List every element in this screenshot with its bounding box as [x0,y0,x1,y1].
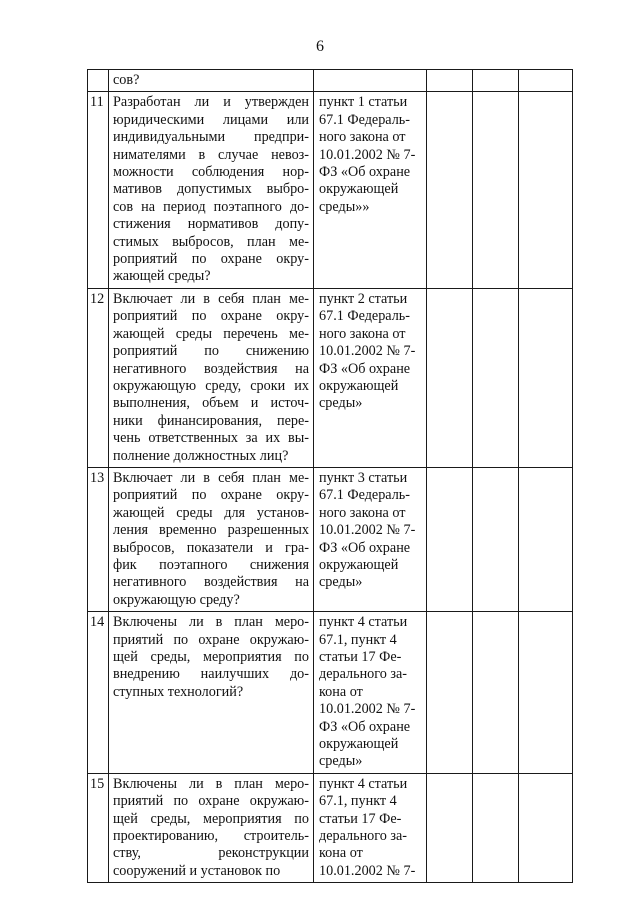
legal-reference-line: ного закона от [319,129,406,146]
question-text-line: негативного воздействия на [113,574,309,591]
legal-reference-line: дерального за- [319,828,407,845]
legal-reference-line: 10.01.2002 № 7- [319,522,416,539]
legal-reference-line: среды»» [319,198,370,215]
question-text-line: Включает ли в себя план ме- [113,469,309,486]
question-text-line: мативов допустимых выбро- [113,181,309,198]
table-row [88,288,573,467]
legal-reference-line: пункт 4 статьи [319,614,408,631]
table-row [88,612,573,774]
table-row [88,773,573,882]
row-number-cell [88,288,109,467]
legal-reference-line: окружающей [319,556,399,573]
legal-reference-cell [314,70,427,92]
answer-yes-cell [427,92,473,288]
question-text-line: чень ответственных за их вы- [113,430,309,447]
legal-reference-line: 67.1, пункт 4 [319,793,397,810]
legal-reference-line: ного закона от [319,325,406,342]
row-number: 13 [90,469,105,486]
question-text-line: фик поэтапного снижения [113,556,309,573]
answer-no-cell [473,70,519,92]
table-row [88,70,573,92]
legal-reference-line: 67.1, пункт 4 [319,631,397,648]
legal-reference-line: 67.1 Федераль- [319,111,410,128]
question-text-line: юридическими лицами или [113,111,309,128]
legal-reference-line: кона от [319,683,363,700]
question-text-line: щей среды, мероприятия по [113,810,309,827]
legal-reference-line: окружающей [319,377,399,394]
row-number: 14 [90,614,105,631]
legal-reference-line: окружающей [319,181,399,198]
legal-reference-line: среды» [319,753,363,770]
question-text-line: приятий по охране окружаю- [113,793,309,810]
row-number-cell [88,773,109,882]
legal-reference-line: 10.01.2002 № 7- [319,862,416,879]
question-text-line: Включены ли в план меро- [113,614,309,631]
question-text-line: приятий по охране окружаю- [113,631,309,648]
answer-na-cell [519,467,573,611]
answer-na-cell [519,773,573,882]
legal-reference-line: ФЗ «Об охране [319,539,411,556]
question-text-line: внедрению наилучших до- [113,666,309,683]
legal-reference-cell [314,288,427,467]
question-text-line: стимых выбросов, план ме- [113,233,309,250]
question-text-line: ступных технологий? [113,683,244,700]
legal-reference-line: 67.1 Федераль- [319,487,410,504]
question-text-line: щей среды, мероприятия по [113,649,309,665]
question-text-line: жающей среды? [113,268,211,285]
question-text-line: роприятий по охране окру- [113,308,309,325]
legal-reference-line: ФЗ «Об охране [319,718,411,735]
question-text-line: окружающую среду? [113,591,240,608]
answer-na-cell [519,92,573,288]
legal-reference-line: 10.01.2002 № 7- [319,701,416,718]
legal-reference-line: пункт 4 статьи [319,775,408,792]
question-text-line: ству, реконструкции [113,845,309,862]
question-text-line: жающей среды перечень ме- [113,325,309,342]
page-number: 6 [316,38,324,55]
row-number: 12 [90,290,105,307]
legal-reference-line: пункт 3 статьи [319,469,408,486]
legal-reference-line: статьи 17 Фе- [319,649,402,665]
legal-reference-line: кона от [319,845,363,862]
answer-no-cell [473,92,519,288]
legal-reference-line: ного закона от [319,504,406,521]
row-number-cell [88,92,109,288]
question-text-line: сооружений и установок по [113,862,281,879]
legal-reference-line: дерального за- [319,666,407,683]
row-number-cell [88,467,109,611]
answer-yes-cell [427,467,473,611]
question-text-line: Включает ли в себя план ме- [113,290,309,307]
legal-reference-line: 10.01.2002 № 7- [319,343,416,360]
question-text-line: выполнения, объем и источ- [113,395,309,412]
question-cell [109,92,314,288]
legal-reference-line: пункт 1 статьи [319,94,408,111]
legal-reference-line: ФЗ «Об охране [319,360,411,377]
table-row [88,467,573,611]
question-text-line: нимателями в случае невоз- [113,146,309,163]
question-cell [109,467,314,611]
legal-reference-cell [314,612,427,774]
answer-yes-cell [427,70,473,92]
question-cell [109,612,314,774]
answer-na-cell [519,288,573,467]
legal-reference-cell [314,773,427,882]
legal-reference-line: 67.1 Федераль- [319,308,410,325]
question-cell [109,70,314,92]
question-text-line: индивидуальными предпри- [113,129,309,146]
legal-reference-line: пункт 2 статьи [319,290,408,307]
question-text-line: окружающую среду, сроки их [113,377,309,394]
row-number-cell [88,612,109,774]
question-cell [109,773,314,882]
legal-reference-line: ФЗ «Об охране [319,164,411,181]
answer-no-cell [473,288,519,467]
legal-reference-line: среды» [319,574,363,591]
legal-reference-line: среды» [319,395,363,412]
answer-yes-cell [427,612,473,774]
question-text-line: ники финансирования, пере- [113,412,309,429]
question-text-line: Разработан ли и утвержден [113,94,309,111]
answer-na-cell [519,612,573,774]
question-text-line: жающей среды для установ- [113,504,309,521]
checklist-table [87,69,573,883]
question-text-line: стижения нормативов допу- [113,216,309,233]
answer-yes-cell [427,773,473,882]
legal-reference-line: статьи 17 Фе- [319,810,402,827]
question-text-line: проектированию, строитель- [113,828,309,845]
legal-reference-cell [314,92,427,288]
answer-no-cell [473,612,519,774]
question-text-line: можности соблюдения нор- [113,164,309,181]
question-text-line: роприятий по снижению [113,343,309,360]
legal-reference-line: 10.01.2002 № 7- [319,146,416,163]
table-row [88,92,573,288]
question-text-line: ления временно разрешенных [113,522,309,539]
row-number: 11 [90,94,104,111]
question-cell [109,288,314,467]
row-number-cell [88,70,109,92]
question-text-line: сов на период поэтапного до- [113,198,309,215]
question-text-line: сов? [113,72,140,88]
legal-reference-cell [314,467,427,611]
answer-na-cell [519,70,573,92]
question-text-line: Включены ли в план меро- [113,775,309,792]
answer-yes-cell [427,288,473,467]
question-text-line: полнение должностных лиц? [113,447,289,464]
question-text-line: роприятий по охране окру- [113,251,309,268]
checklist-body [88,70,573,883]
answer-no-cell [473,773,519,882]
question-text-line: негативного воздействия на [113,360,309,377]
question-text-line: выбросов, показатели и гра- [113,539,309,556]
question-text-line: роприятий по охране окру- [113,487,309,504]
row-number: 15 [90,775,105,792]
answer-no-cell [473,467,519,611]
legal-reference-line: окружающей [319,736,399,753]
